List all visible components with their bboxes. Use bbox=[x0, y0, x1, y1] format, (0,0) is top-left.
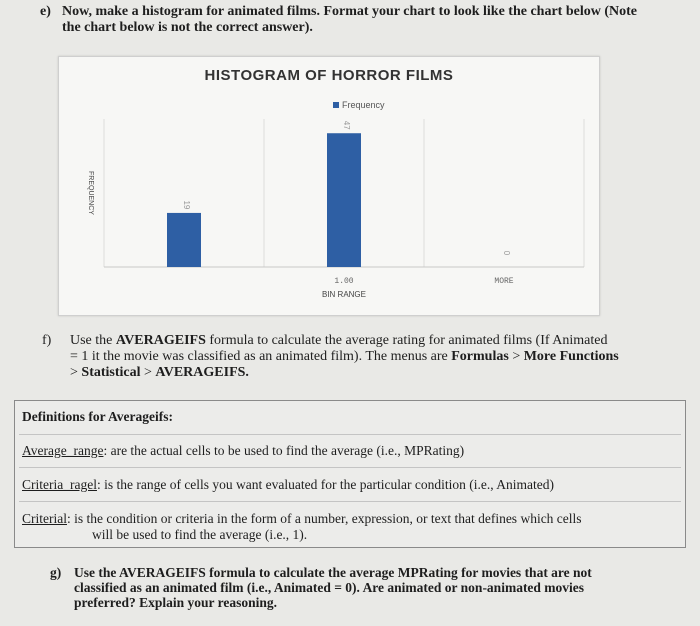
qf-bold-averageifs-end: AVERAGEIFS. bbox=[155, 365, 249, 380]
definition-average-range bbox=[22, 443, 672, 459]
chart-title: HISTOGRAM OF HORROR FILMS bbox=[204, 67, 454, 84]
definitions-divider bbox=[19, 434, 681, 435]
qf-text-4: > bbox=[508, 349, 524, 364]
definition-criteria bbox=[22, 511, 672, 543]
question-e bbox=[40, 4, 690, 36]
qf-text-6: > bbox=[140, 365, 156, 380]
chart-legend bbox=[333, 100, 385, 110]
histogram-chart bbox=[58, 56, 600, 316]
question-f-label: f) bbox=[42, 333, 52, 348]
definition-average-range-text: : are the actual cells to be used to find the average (i.e., MPRating) bbox=[103, 443, 465, 458]
definitions-divider bbox=[19, 467, 681, 468]
qf-text-2: formula to calculate the average rating for animated films (If Animated bbox=[205, 333, 608, 348]
data-label: 47 bbox=[342, 120, 351, 130]
qg-line3: preferred? Explain your reasoning. bbox=[74, 595, 278, 610]
qf-bold-statistical: Statistical bbox=[81, 365, 141, 380]
bar bbox=[327, 133, 361, 267]
bar bbox=[167, 213, 201, 267]
definition-criteria-range bbox=[22, 477, 672, 493]
question-g-label: g) bbox=[50, 565, 62, 580]
qf-bold-formulas: Formulas bbox=[451, 349, 509, 364]
y-axis-label: FREQUENCY bbox=[87, 171, 94, 215]
legend-label: Frequency bbox=[342, 100, 385, 110]
qf-text-3: = 1 it the movie was classified as an animated film). The menus are bbox=[70, 349, 452, 364]
definition-criteria-range-text: : is the range of cells you want evaluated for the particular condition (i.e., Animated) bbox=[96, 477, 554, 492]
definition-criteria-text: : is the condition or criteria in the form of a number, expression, or text that defines which cells bbox=[66, 511, 582, 526]
question-e-label: e) bbox=[40, 4, 51, 19]
term-criteria-range: Criteria_ragel bbox=[22, 477, 97, 492]
definitions-divider bbox=[19, 501, 681, 502]
qf-text-1: Use the bbox=[70, 333, 116, 348]
chart-plot bbox=[59, 57, 599, 315]
term-average-range: Average_range bbox=[22, 443, 104, 458]
data-label: 19 bbox=[182, 200, 191, 210]
question-f bbox=[42, 333, 692, 381]
data-label: 0 bbox=[502, 250, 511, 256]
qg-line1: Use the AVERAGEIFS formula to calculate the average MPRating for movies that are not bbox=[74, 565, 592, 580]
question-g bbox=[50, 565, 680, 610]
x-tick-label: 1.00 bbox=[334, 277, 354, 286]
definitions-box bbox=[14, 400, 686, 548]
qf-text-5: > bbox=[70, 365, 82, 380]
definition-criteria-text-2: will be used to find the average (i.e., 1). bbox=[92, 527, 308, 542]
question-e-line1: Now, make a histogram for animated films. Format your chart to look like the chart below (Note bbox=[62, 4, 637, 19]
term-criteria: Criterial bbox=[22, 511, 67, 526]
x-axis-label: BIN RANGE bbox=[321, 290, 367, 299]
legend-swatch bbox=[333, 102, 339, 108]
qf-bold-more-functions: More Functions bbox=[523, 349, 619, 364]
x-tick-label: MORE bbox=[494, 277, 514, 286]
qf-bold-averageifs: AVERAGEIFS bbox=[115, 333, 206, 348]
question-e-line2: the chart below is not the correct answer). bbox=[62, 20, 313, 35]
definitions-title: Definitions for Averageifs: bbox=[22, 409, 173, 424]
qg-line2: classified as an animated film (i.e., Animated = 0). Are animated or non-animated movies bbox=[74, 580, 585, 595]
